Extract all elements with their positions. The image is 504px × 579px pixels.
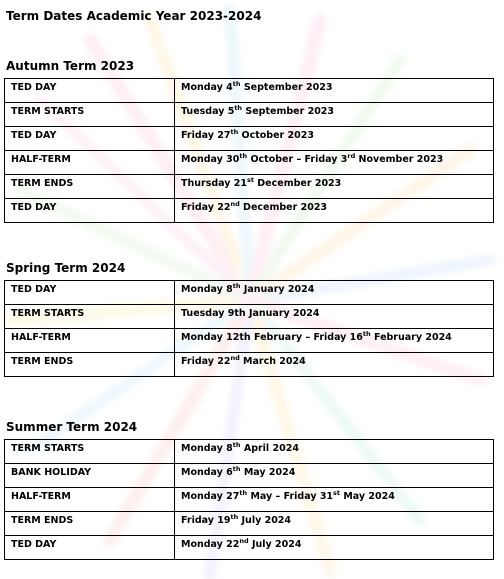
date-cell: Monday 8th April 2024 [175,440,494,464]
section-title-spring: Spring Term 2024 [6,261,126,275]
date-cell: Tuesday 9th January 2024 [175,305,494,329]
event-cell: TERM ENDS [5,175,175,199]
date-cell: Monday 30th October – Friday 3rd November 2023 [175,151,494,175]
date-cell: Monday 27th May – Friday 31st May 2024 [175,488,494,512]
event-cell: TED DAY [5,281,175,305]
table-row [5,151,494,175]
date-cell: Friday 19th July 2024 [175,512,494,536]
table-row [5,199,494,223]
date-cell: Monday 12th February – Friday 16th February 2024 [175,329,494,353]
section-title-summer: Summer Term 2024 [6,420,138,434]
event-cell: BANK HOLIDAY [5,464,175,488]
table-row [5,103,494,127]
table-row [5,175,494,199]
date-cell: Monday 22nd July 2024 [175,536,494,560]
table-row [5,536,494,560]
table-row [5,488,494,512]
event-cell: HALF-TERM [5,329,175,353]
date-cell: Monday 6th May 2024 [175,464,494,488]
date-cell: Monday 4th September 2023 [175,79,494,103]
term-table-autumn [4,78,494,223]
event-cell: TED DAY [5,127,175,151]
event-cell: HALF-TERM [5,151,175,175]
term-table-spring [4,280,494,377]
event-cell: TED DAY [5,199,175,223]
term-table-summer [4,439,494,560]
table-row [5,512,494,536]
event-cell: TERM STARTS [5,440,175,464]
date-cell: Tuesday 5th September 2023 [175,103,494,127]
event-cell: TERM ENDS [5,353,175,377]
event-cell: TERM STARTS [5,305,175,329]
date-cell: Friday 22nd December 2023 [175,199,494,223]
event-cell: TED DAY [5,536,175,560]
table-row [5,79,494,103]
table-row [5,305,494,329]
event-cell: TERM ENDS [5,512,175,536]
date-cell: Thursday 21st December 2023 [175,175,494,199]
section-title-autumn: Autumn Term 2023 [6,59,135,73]
date-cell: Friday 22nd March 2024 [175,353,494,377]
table-row [5,329,494,353]
date-cell: Monday 8th January 2024 [175,281,494,305]
table-row [5,281,494,305]
event-cell: HALF-TERM [5,488,175,512]
table-row [5,127,494,151]
document-title: Term Dates Academic Year 2023-2024 [6,9,262,23]
event-cell: TED DAY [5,79,175,103]
event-cell: TERM STARTS [5,103,175,127]
table-row [5,464,494,488]
table-row [5,440,494,464]
table-row [5,353,494,377]
date-cell: Friday 27th October 2023 [175,127,494,151]
